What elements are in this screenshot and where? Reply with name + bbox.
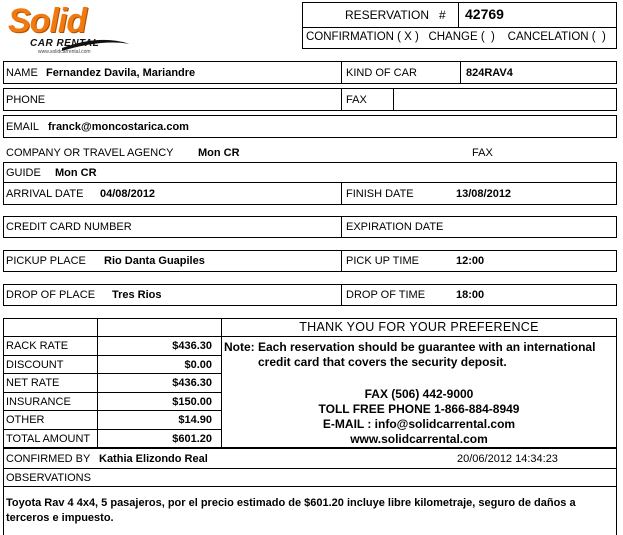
logo-tagline: www.solidcarrental.com: [38, 49, 91, 55]
email-value: franck@moncostarica.com: [48, 121, 189, 133]
net-rate-value: $436.30: [172, 377, 212, 389]
rack-rate-label: RACK RATE: [6, 340, 69, 352]
contact-toll-free: TOLL FREE PHONE 1-866-884-8949: [318, 402, 520, 416]
note-line-1: Each reservation should be guarantee with an international: [258, 340, 596, 354]
discount-value: $0.00: [184, 359, 212, 371]
observations-line-2: terceros e impuesto.: [6, 512, 114, 524]
confirmed-by-value: Kathia Elizondo Real: [99, 453, 208, 465]
logo-subtitle: CAR RENTAL: [30, 38, 100, 49]
company-fax-label: FAX: [472, 147, 493, 159]
finish-date-value: 13/08/2012: [456, 188, 512, 200]
drop-time-label: DROP OF TIME: [346, 289, 426, 301]
net-rate-label: NET RATE: [6, 377, 60, 389]
guide-value: Mon CR: [55, 167, 97, 179]
company-value: Mon CR: [198, 147, 240, 159]
email-label: EMAIL: [6, 121, 40, 133]
reservation-number: 42769: [465, 6, 504, 22]
credit-card-label: CREDIT CARD NUMBER: [6, 221, 132, 233]
company-label: COMPANY OR TRAVEL AGENCY: [6, 147, 174, 159]
note-label: Note:: [224, 340, 255, 354]
drop-place-value: Tres Rios: [112, 289, 162, 301]
observations-line-1: Toyota Rav 4 4x4, 5 pasajeros, por el precio estimado de $601.20 incluye libre kilometraje, seguro de daños a: [6, 497, 576, 509]
thank-you-heading: THANK YOU FOR YOUR PREFERENCE: [299, 320, 539, 334]
confirmation-timestamp: 20/06/2012 14:34:23: [457, 453, 558, 465]
kind-of-car-value: 824RAV4: [466, 67, 513, 79]
drop-time-value: 18:00: [456, 289, 485, 301]
reservation-label: RESERVATION #: [345, 8, 446, 22]
expiration-date-label: EXPIRATION DATE: [346, 221, 444, 233]
fax-label: FAX: [346, 94, 367, 106]
other-value: $14.90: [178, 414, 212, 426]
insurance-value: $150.00: [172, 396, 212, 408]
observations-label: OBSERVATIONS: [6, 472, 91, 484]
pickup-place-value: Rio Danta Guapiles: [104, 255, 205, 267]
drop-row: [3, 284, 617, 306]
guide-label: GUIDE: [6, 167, 41, 179]
kind-of-car-label: KIND OF CAR: [346, 67, 417, 79]
confirmed-by-label: CONFIRMED BY: [6, 453, 91, 465]
contact-email: E-MAIL : info@solidcarrental.com: [322, 417, 516, 431]
pickup-place-label: PICKUP PLACE: [6, 255, 86, 267]
contact-website: www.solidcarrental.com: [350, 432, 488, 446]
arrival-date-label: ARRIVAL DATE: [6, 188, 84, 200]
total-amount-value: $601.20: [172, 433, 212, 445]
other-label: OTHER: [6, 414, 45, 426]
insurance-label: INSURANCE: [6, 396, 71, 408]
phone-row: [3, 88, 617, 111]
rack-rate-value: $436.30: [172, 340, 212, 352]
pickup-time-value: 12:00: [456, 255, 485, 267]
reservation-status: CONFIRMATION ( X ) CHANGE ( ) CANCELATION ( ): [306, 31, 606, 43]
name-value: Fernandez Davila, Mariandre: [46, 67, 196, 79]
finish-date-label: FINISH DATE: [346, 188, 414, 200]
discount-label: DISCOUNT: [6, 359, 64, 371]
note-line-2: credit card that covers the security deposit.: [258, 355, 507, 369]
contact-fax: FAX (506) 442-9000: [364, 387, 474, 401]
pickup-time-label: PICK UP TIME: [346, 255, 419, 267]
company-logo: [0, 0, 150, 58]
pickup-row: [3, 250, 617, 272]
total-amount-label: TOTAL AMOUNT: [6, 433, 91, 445]
phone-label: PHONE: [6, 94, 46, 106]
arrival-date-value: 04/08/2012: [100, 188, 156, 200]
logo-wordmark: Solid: [8, 2, 87, 40]
name-label: NAME: [6, 67, 38, 79]
drop-place-label: DROP OF PLACE: [6, 289, 96, 301]
